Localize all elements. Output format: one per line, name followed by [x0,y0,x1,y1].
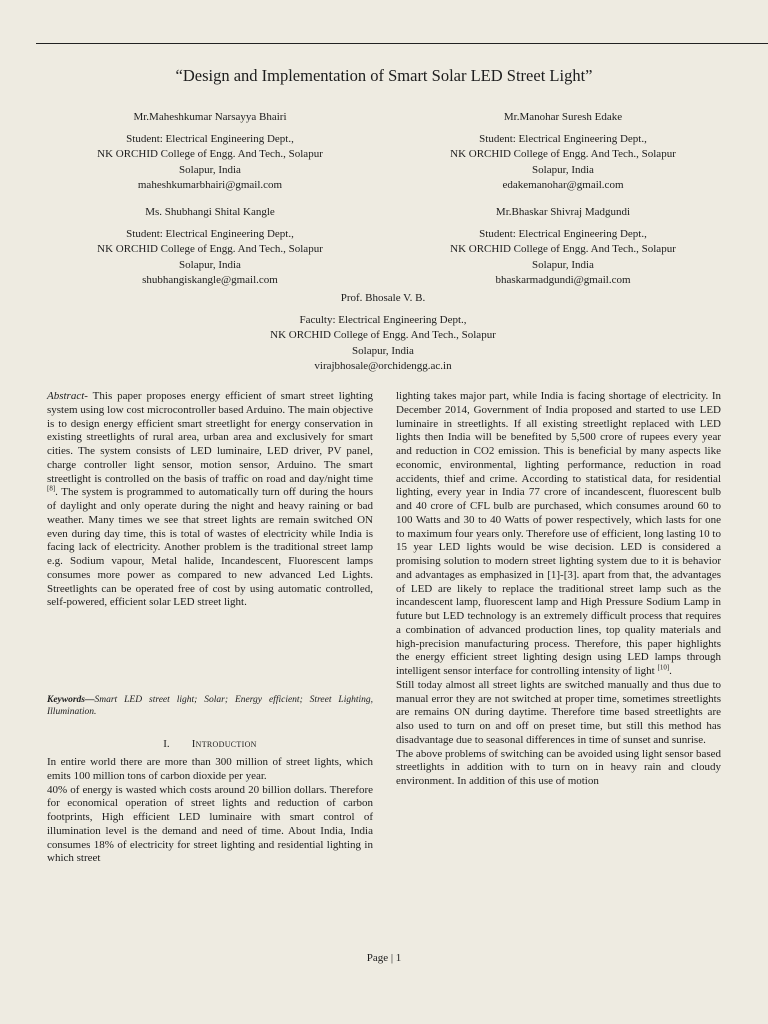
author-name: Prof. Bhosale V. B. [340,292,426,304]
page-number: Page | 1 [366,952,402,964]
author-email: maheshkumarbhairi@gmail.com [137,179,283,191]
citation: [8] [47,484,56,493]
author-role: Student: Electrical Engineering Dept., [126,227,294,240]
body-text: lighting takes major part, while India is facing shortage of electricity. In December 2014, Government of India proposed and started to use LED luminaire in streetlights. If all existing streetlight replaced with LED lights then India will be benefited by 5,500 crore of rupees every year and reduction in CO2 emission. This is beneficial by many aspects like economic, environmental, lighting performance, reduction in road accidents, thief and crime. According to statistical data, for residential lighting, every year in India 77 crore of incandescent, fluorescent bulb and 40 crore of CFL bulb are purchased, which consumes around 60 to 100 Watts and 30 to 40 Watts of power respectively, which lasts for one to maximum four years only. Therefore use of efficient, long lasting 10 to 15 year LED lights would be wise decision. LED is considered a promising solution to modern street lighting system due to it is behavior and advantages as emphasized in [1]-[3]. apart from that, the advantages of LED are likely to replace the traditional street lamp such as the incandescent lamp, fluorescent lamp and High Pressure Sodium Lamp in future but LED technology is an extremely difficult process that requires a combination of advanced production lines, top quality materials and high-precision manufacturing process. Therefore, this paper highlights the energy efficient street lighting design using LED lamps through intelligent sensor interface for controlling intensity of light [396,390,721,677]
keywords [47,694,373,718]
abstract-text: This paper proposes energy efficient of smart street lighting system using low cost microcontroller based Arduino. The main objective is to design energy efficient smart streetlight for energy conservation in existing streetlights of rural area, urban area and exclusively for smart cities. The system consists of LED luminaire, LED driver, PV panel, charge controller light sensor, motion sensor, Arduino. The smart streetlight is controlled on the basis of traffic on road and day/night time [47,390,373,485]
paper-title: “Design and Implementation of Smart Solar LED Street Light” [175,66,593,85]
author-block-1 [40,110,380,194]
body-paragraph [396,390,721,679]
author-college: NK ORCHID College of Engg. And Tech., Solapur [270,329,496,341]
author-block-4 [393,205,733,289]
body-text: . [669,665,672,677]
author-role: Student: Electrical Engineering Dept., [479,132,647,145]
author-college: NK ORCHID College of Engg. And Tech., Solapur [97,243,323,255]
author-location: Solapur, India [532,163,594,176]
introduction-left [47,756,373,866]
author-role: Student: Electrical Engineering Dept., [126,132,294,145]
author-email: virajbhosale@orchidengg.ac.in [314,360,452,372]
abstract-paragraph [47,390,373,610]
author-location: Solapur, India [352,344,414,357]
author-email: edakemanohar@gmail.com [502,179,624,191]
right-column [396,390,721,789]
author-block-5 [213,291,553,375]
keywords-label: Keywords— [47,695,95,705]
abstract-label: Abstract- [47,390,88,402]
author-block-3 [40,205,380,289]
author-name: Mr.Bhaskar Shivraj Madgundi [495,206,631,218]
author-email: bhaskarmadgundi@gmail.com [495,274,631,286]
author-college: NK ORCHID College of Engg. And Tech., Solapur [450,148,676,160]
author-role: Student: Electrical Engineering Dept., [479,227,647,240]
author-email: shubhangiskangle@gmail.com [142,274,278,286]
body-paragraph: The above problems of switching can be avoided using light sensor based streetlights in addition with to turn on in heavy rain and cloudy environment. In addition of this use of motion [396,747,721,787]
author-location: Solapur, India [532,258,594,271]
author-location: Solapur, India [179,163,241,176]
body-paragraph: Still today almost all street lights are switched manually and thus due to manual error they are not switched at proper time, sometimes streetlights are remains ON during daytime. Therefore time based streetlights are also used to turn on and off on preset time, but still this method has disadvantage due to seasonal differences in time of sunset and sunrise. [396,678,721,746]
keywords-text: Smart LED street light; Solar; Energy efficient; Street Lighting, Illumination. [47,695,373,717]
author-block-2 [393,110,733,194]
author-name: Mr.Manohar Suresh Edake [503,111,623,123]
author-location: Solapur, India [179,258,241,271]
section-heading [47,738,373,750]
body-paragraph: In entire world there are more than 300 million of street lights, which emits 100 million tons of carbon dioxide per year. [47,756,373,782]
abstract [47,390,373,610]
abstract-text: . The system is programmed to automatically turn off during the hours of daylight and only operate during the night and heavy raining or bad weather. Many times we see that street lights are remain switched ON even during day time, this is total of wastes of electricity while India is facing lack of electricity. Another problem is the traditional street lamp e.g. Sodium vapour, Metal halide, Incandescent, Fluorescent lamps consumes more power as compared to new advanced Led Lights. Streetlights can be operated free of cost by using automatic controlled, self-powered, efficient solar LED street light. [47,486,373,609]
body-paragraph: 40% of energy is wasted which costs around 20 billion dollars. Therefore for economical operation of street lights and reduction of carbon footprints, High efficient LED luminaire with smart control of illumination level is the demand and need of time. About India, India consumes 18% of electricity for street lighting and residential lighting in which street [47,783,373,865]
header-rule [36,43,768,44]
author-name: Ms. Shubhangi Shital Kangle [145,206,275,218]
citation: [10] [657,663,670,672]
author-college: NK ORCHID College of Engg. And Tech., Solapur [450,243,676,255]
section-number: I. [163,738,170,750]
author-role: Faculty: Electrical Engineering Dept., [299,313,467,326]
author-name: Mr.Maheshkumar Narsayya Bhairi [133,111,287,123]
author-college: NK ORCHID College of Engg. And Tech., Solapur [97,148,323,160]
section-title: Introduction [191,738,257,750]
